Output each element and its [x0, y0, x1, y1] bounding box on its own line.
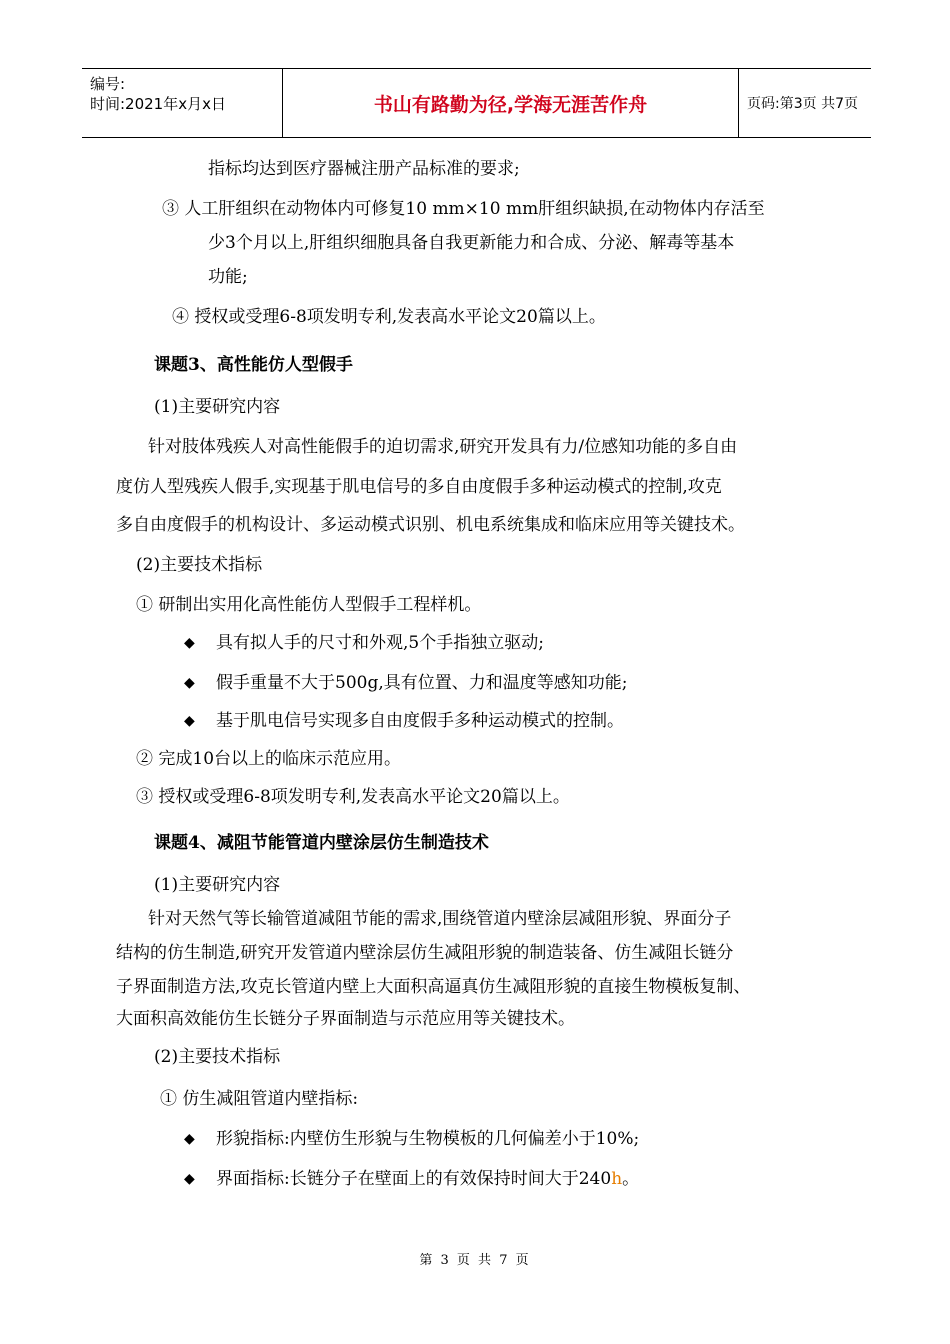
subsection-title: (1)主要研究内容	[154, 397, 281, 417]
body-line: 功能;	[208, 267, 248, 287]
paragraph-line: 针对肢体残疾人对高性能假手的迫切需求,研究开发具有力/位感知功能的多自由	[148, 437, 738, 457]
paragraph-line: 多自由度假手的机构设计、多运动模式识别、机电系统集成和临床应用等关键技术。	[116, 515, 745, 535]
page-header	[82, 68, 871, 138]
body-line: ④ 授权或受理6-8项发明专利,发表高水平论文20篇以上。	[172, 307, 606, 327]
list-item: ③ 授权或受理6-8项发明专利,发表高水平论文20篇以上。	[136, 787, 570, 807]
section-title: 课题3、高性能仿人型假手	[154, 355, 353, 375]
bullet-end: 。	[622, 1169, 640, 1189]
list-item: ② 完成10台以上的临床示范应用。	[136, 749, 402, 769]
subsection-title: (2)主要技术指标	[136, 555, 263, 575]
paragraph-line: 子界面制造方法,攻克长管道内壁上大面积高逼真仿生减阻形貌的直接生物模板复制、	[116, 977, 751, 997]
body-line: 指标均达到医疗器械注册产品标准的要求;	[208, 159, 520, 179]
time-label: 时间:2021年x月x日	[90, 95, 226, 113]
list-item: ① 研制出实用化高性能仿人型假手工程样机。	[136, 595, 482, 615]
diamond-bullet-icon: ◆	[184, 1171, 195, 1187]
bullet-item: 形貌指标:内壁仿生形貌与生物模板的几何偏差小于10%;	[216, 1129, 640, 1149]
body-line: ③ 人工肝组织在动物体内可修复10 mm×10 mm肝组织缺损,在动物体内存活至	[162, 199, 765, 219]
bullet-text: 界面指标:长链分子在壁面上的有效保持时间大于240	[216, 1169, 612, 1189]
header-page-info	[739, 69, 871, 137]
number-label: 编号:	[90, 75, 126, 93]
header-meta	[82, 69, 282, 137]
bullet-item: 基于肌电信号实现多自由度假手多种运动模式的控制。	[216, 711, 624, 731]
header-motto: 书山有路勤为径,学海无涯苦作舟	[282, 69, 739, 137]
paragraph-line: 结构的仿生制造,研究开发管道内壁涂层仿生减阻形貌的制造装备、仿生减阻长链分	[116, 943, 734, 963]
diamond-bullet-icon: ◆	[184, 1131, 195, 1147]
subsection-title: (2)主要技术指标	[154, 1047, 281, 1067]
bullet-item	[216, 1168, 639, 1190]
diamond-bullet-icon: ◆	[184, 713, 195, 729]
page-footer: 第 3 页 共 7 页	[419, 1253, 531, 1268]
bullet-item: 假手重量不大于500g,具有位置、力和温度等感知功能;	[216, 673, 628, 693]
paragraph-line: 大面积高效能仿生长链分子界面制造与示范应用等关键技术。	[116, 1009, 575, 1029]
section-title: 课题4、减阻节能管道内壁涂层仿生制造技术	[154, 833, 489, 853]
unit-text: h	[611, 1169, 623, 1189]
bullet-item: 具有拟人手的尺寸和外观,5个手指独立驱动;	[216, 633, 544, 653]
paragraph-line: 度仿人型残疾人假手,实现基于肌电信号的多自由度假手多种运动模式的控制,攻克	[116, 477, 722, 497]
body-line: 少3个月以上,肝组织细胞具备自我更新能力和合成、分泌、解毒等基本	[208, 233, 735, 253]
page-label: 页码:第3页 共7页	[747, 96, 858, 112]
diamond-bullet-icon: ◆	[184, 675, 195, 691]
subsection-title: (1)主要研究内容	[154, 875, 281, 895]
list-item: ① 仿生减阻管道内壁指标:	[160, 1089, 359, 1109]
paragraph-line: 针对天然气等长输管道减阻节能的需求,围绕管道内壁涂层减阻形貌、界面分子	[148, 909, 732, 929]
diamond-bullet-icon: ◆	[184, 635, 195, 651]
